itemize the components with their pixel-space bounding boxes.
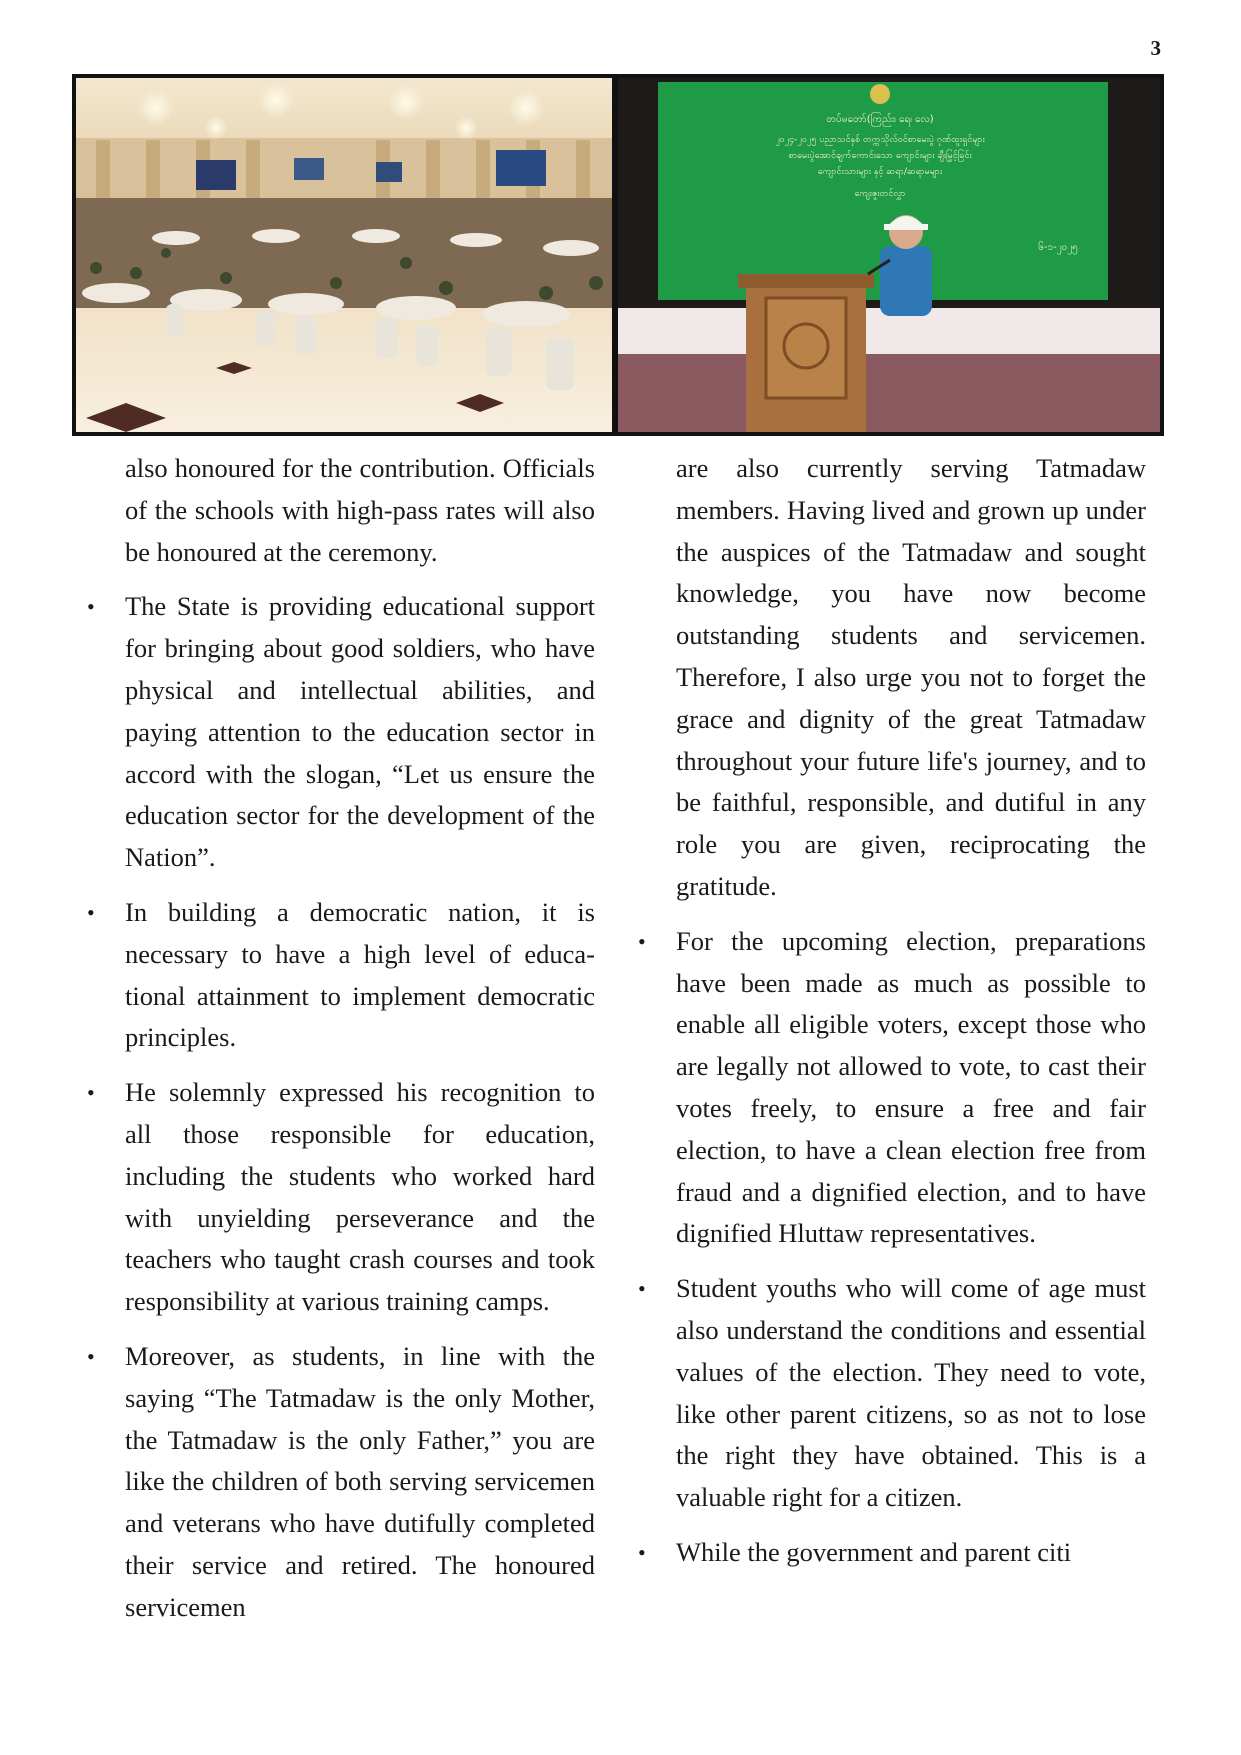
bullet-icon: • xyxy=(87,899,95,925)
podium xyxy=(738,274,874,432)
paragraph-text: While the government and parent citi xyxy=(676,1536,1072,1567)
paragraph-text: In building a democratic nation, it is necessary to have a high level of educational attainment to implement democratic principles. xyxy=(125,896,595,1053)
screen-line-4: ကျောင်းသားများ နှင့် ဆရာ/ဆရာမများ xyxy=(817,167,943,177)
paragraph-text: For the upcoming election, preparations have been made as much as possible to enable all eligible voters, except those who are legally not allowed to vote, to cast their votes freely, to ensure a free and fair election, to have a clean election free from fraud and a dignified election, and to have dignified Hluttaw representatives. xyxy=(676,925,1146,1249)
paragraph-text: are also currently serving Tatmadaw members. Having lived and grown up under the auspices of the Tatmadaw and sought knowledge, you have now become outstanding students and servicemen. Therefore, I also urge you not to forget the grace and dignity of the great Tatmadaw throughout your future life's journey, and to be faithful, responsible, and dutiful in any role you are given, reciprocating the gratitude. xyxy=(676,453,1146,901)
banquet-hall-photo xyxy=(76,78,612,432)
screen-line-1: တပ်မတော်(ကြည်း၊ ရေ၊ လေ) xyxy=(826,114,934,125)
continued-paragraph xyxy=(125,448,595,573)
bullet-icon: • xyxy=(638,1276,646,1302)
bullet-icon: • xyxy=(87,1343,95,1369)
bullet-paragraph xyxy=(87,1336,595,1629)
bullet-paragraph xyxy=(638,1532,1146,1574)
paragraph-text: also honoured for the contribution. Officials of the schools with high-pass rates will also be honoured at the ceremony. xyxy=(125,453,595,567)
screen-line-3: စာမေးပွဲအောင်ချက်ကောင်းသော ကျောင်းများ ချီးမြှင့်ခြင်း xyxy=(788,151,972,161)
bullet-icon: • xyxy=(638,928,646,954)
bullet-icon: • xyxy=(638,1539,646,1565)
continued-paragraph xyxy=(676,448,1146,908)
bullet-paragraph xyxy=(638,921,1146,1255)
bullet-paragraph xyxy=(87,586,595,879)
paragraph-text: The State is providing educational support for bringing about good soldiers, who have physical and intellectual abilities, and paying attention to the education sector in accord with the slogan, “Let us ensure the education sector for the development of the Nation”. xyxy=(125,591,595,873)
bullet-paragraph xyxy=(87,1072,595,1323)
paragraph-text: Moreover, as students, in line with the saying “The Tatmadaw is the only Mother, the Tatmadaw is the only Father,” you are like the children of both serving servicemen and veterans who have dutifully completed their service and retired. The honoured servicemen xyxy=(125,1340,595,1622)
emblem-icon xyxy=(870,84,890,104)
screen-line-5: ကျေးဇူးတင်လွှာ xyxy=(854,189,906,199)
paragraph-text: Student youths who will come of age must also understand the conditions and essential values of the election. They need to vote, like other parent citizens, so as not to lose the right they have obtained. This is a valuable right for a citizen. xyxy=(676,1273,1146,1513)
speaker-podium-image xyxy=(618,78,1160,432)
speaker-podium-photo xyxy=(618,78,1160,432)
bullet-icon: • xyxy=(87,1080,95,1106)
page-number: 3 xyxy=(1150,36,1161,60)
left-text-column xyxy=(87,448,595,1642)
screen-line-2: ၂၀၂၄-၂၀၂၅ ပညာသင်နှစ် တက္ကသိုလ်ဝင်စာမေးပွဲ ဂုဏ်ထူးရှင်များ xyxy=(775,135,985,145)
banquet-hall-image xyxy=(76,78,612,432)
paragraph-text: He solemnly expressed his recognition to all those responsible for education, including the students who worked hard with unyielding perseverance and the teachers who taught crash courses and took responsibility at various training camps. xyxy=(125,1077,595,1317)
bullet-icon: • xyxy=(87,594,95,620)
right-text-column xyxy=(638,448,1146,1587)
bullet-paragraph xyxy=(87,892,595,1059)
photo-strip xyxy=(72,74,1164,436)
bullet-paragraph xyxy=(638,1268,1146,1519)
screen-date: ၆-၁-၂၀၂၅ xyxy=(1038,242,1078,253)
